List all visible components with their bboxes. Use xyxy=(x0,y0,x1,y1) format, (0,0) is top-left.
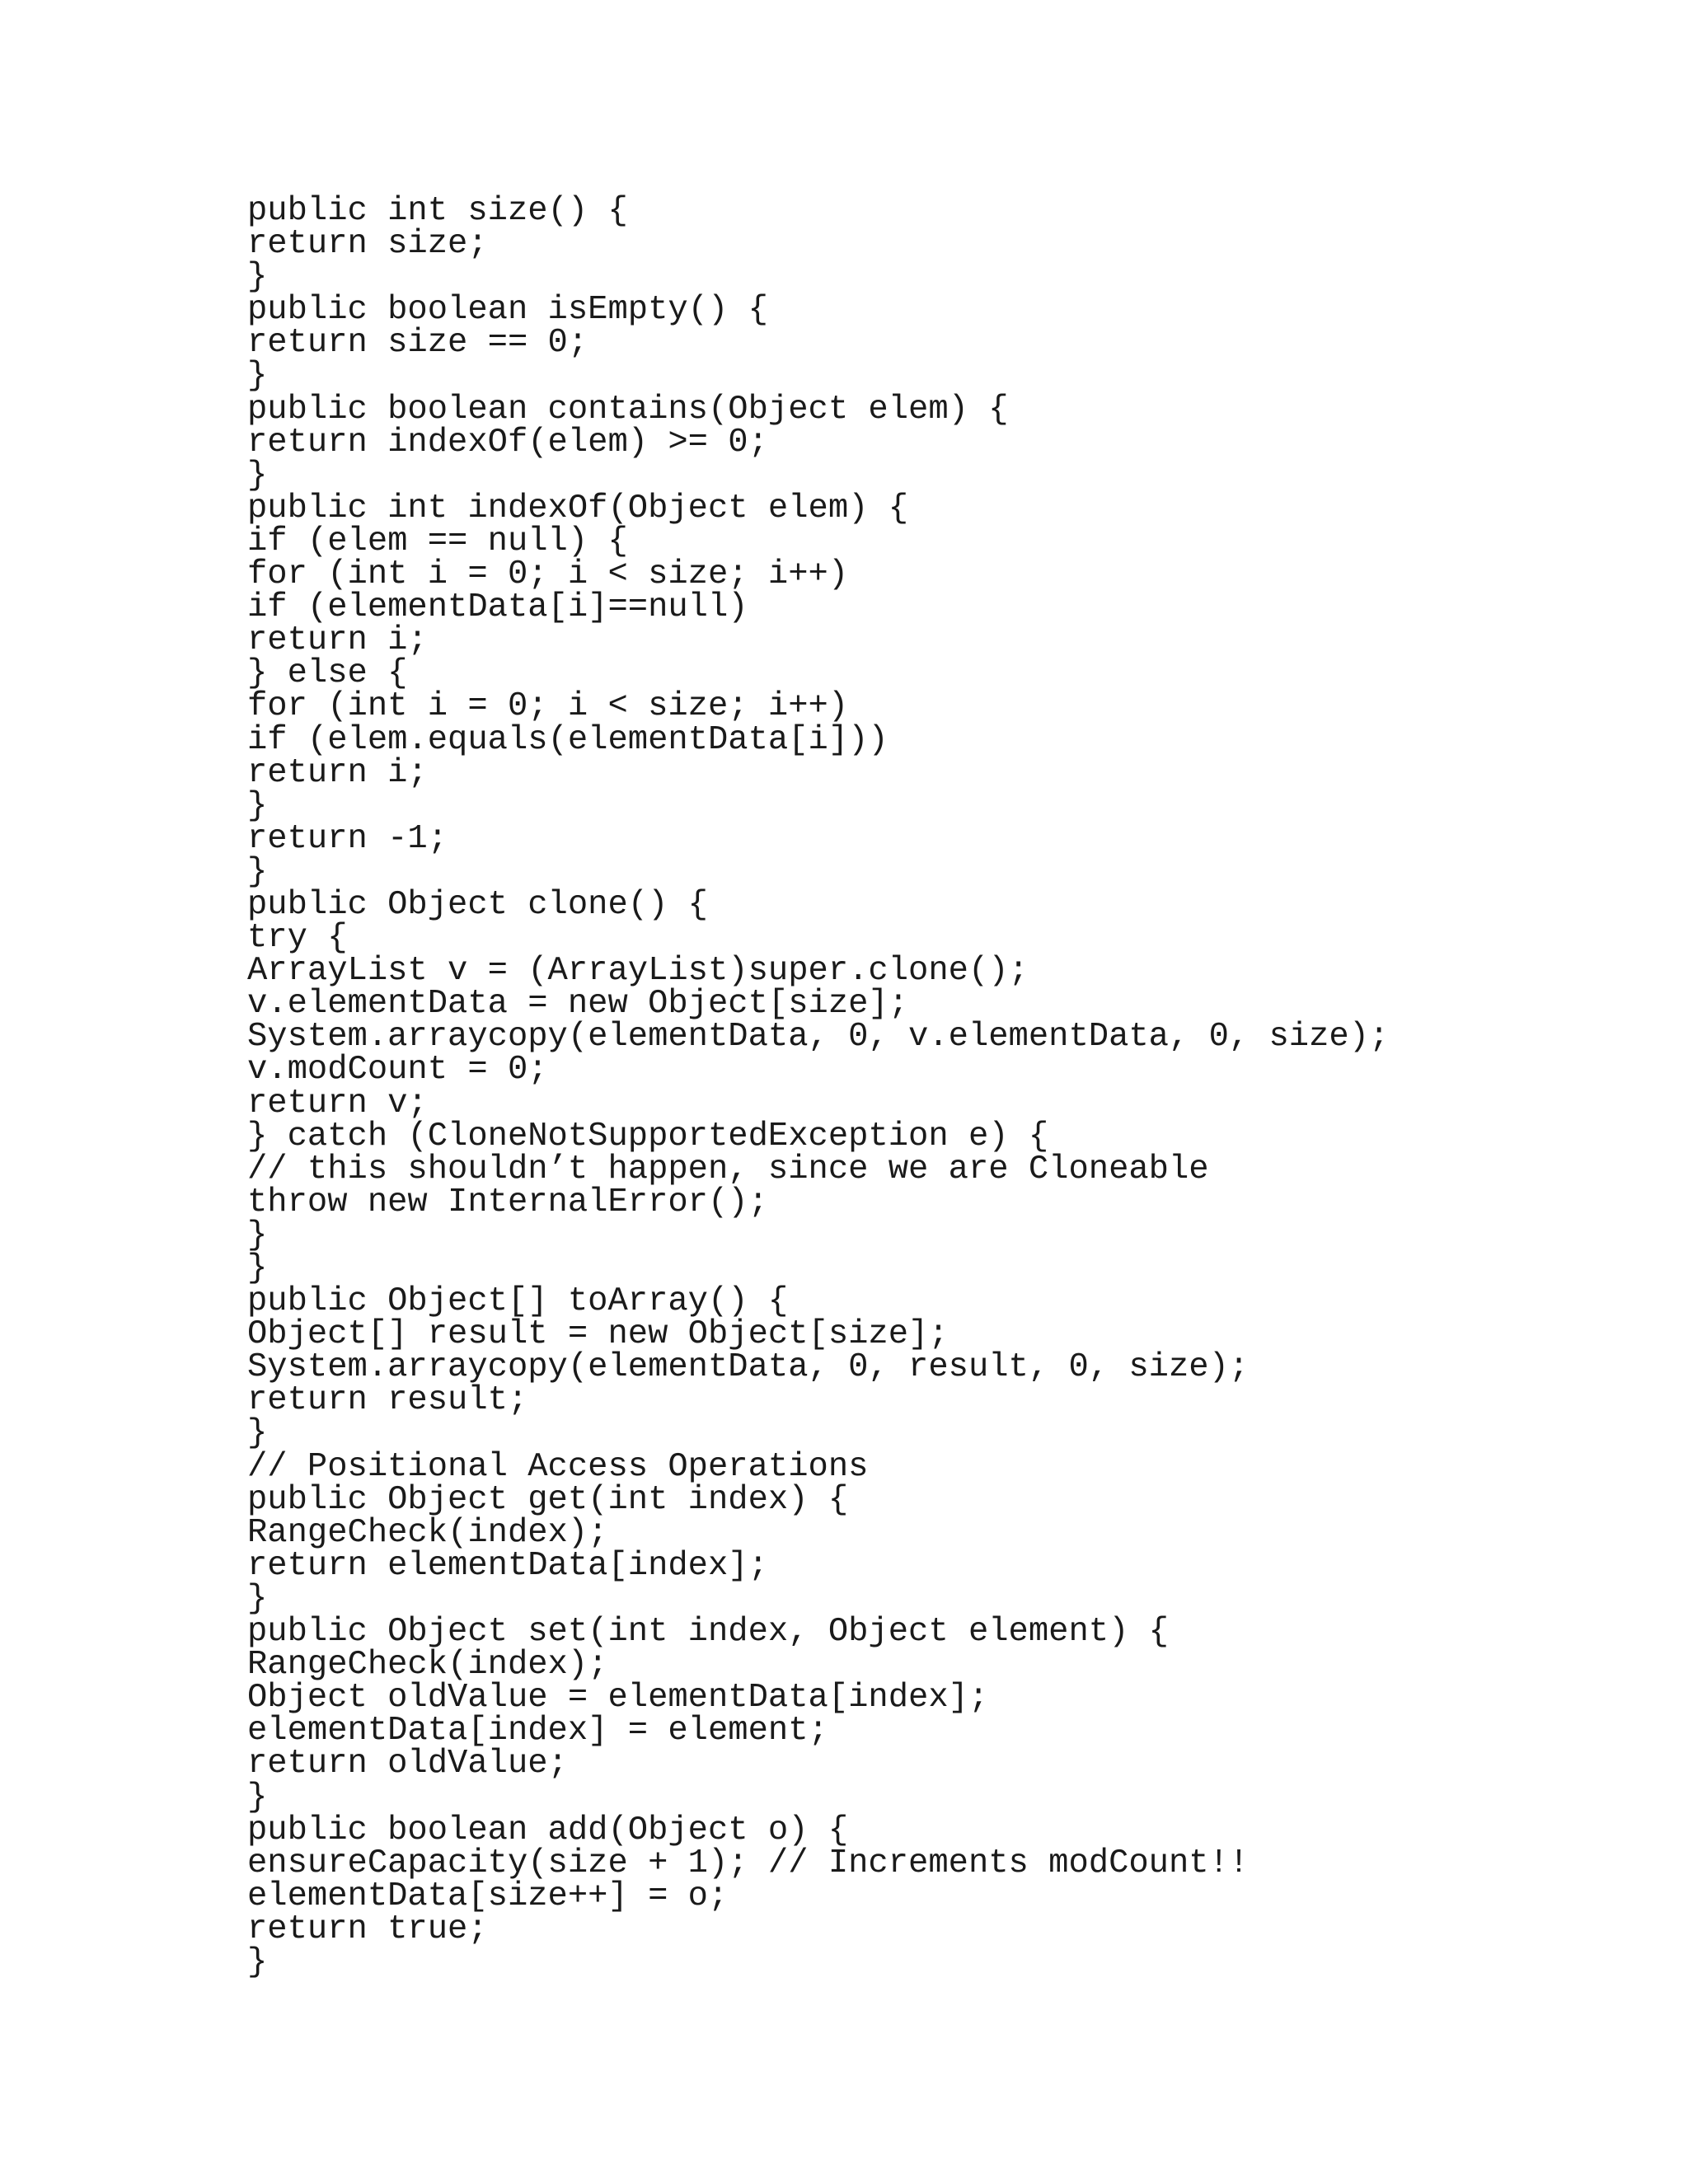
code-line: for (int i = 0; i < size; i++) xyxy=(247,555,849,594)
code-line: } xyxy=(247,1216,268,1254)
code-line: elementData[size++] = o; xyxy=(247,1877,729,1915)
code-line: return indexOf(elem) >= 0; xyxy=(247,423,768,462)
code-line: ensureCapacity(size + 1); // Increments modCount!! xyxy=(247,1844,1250,1882)
code-line: return i; xyxy=(247,753,428,792)
code-line: return size == 0; xyxy=(247,324,588,363)
code-line: } xyxy=(247,258,268,297)
code-line: Object[] result = new Object[size]; xyxy=(247,1315,949,1354)
code-line: public boolean isEmpty() { xyxy=(247,291,768,330)
code-line: } xyxy=(247,357,268,396)
code-line: Object oldValue = elementData[index]; xyxy=(247,1679,989,1718)
code-line: v.elementData = new Object[size]; xyxy=(247,985,909,1024)
code-line: return v; xyxy=(247,1084,428,1122)
code-line: RangeCheck(index); xyxy=(247,1646,608,1685)
code-line: public boolean add(Object o) { xyxy=(247,1811,849,1849)
code-line: return elementData[index]; xyxy=(247,1546,768,1585)
code-line: if (elem.equals(elementData[i])) xyxy=(247,720,889,759)
code-line: if (elementData[i]==null) xyxy=(247,588,748,627)
code-line: } xyxy=(247,1414,268,1453)
code-line: v.modCount = 0; xyxy=(247,1051,548,1090)
code-line: return true; xyxy=(247,1910,488,1948)
code-line: RangeCheck(index); xyxy=(247,1513,608,1552)
code-line: System.arraycopy(elementData, 0, v.elementData, 0, size); xyxy=(247,1018,1390,1057)
code-line: } xyxy=(247,1943,268,1981)
code-line: for (int i = 0; i < size; i++) xyxy=(247,687,849,726)
code-line: } xyxy=(247,456,268,494)
code-line: } xyxy=(247,786,268,825)
code-listing xyxy=(247,194,1389,1979)
code-line: } xyxy=(247,852,268,891)
code-line: } xyxy=(247,1778,268,1816)
code-line: elementData[index] = element; xyxy=(247,1712,828,1750)
code-line: System.arraycopy(elementData, 0, result, 0, size); xyxy=(247,1348,1250,1387)
code-line: public int indexOf(Object elem) { xyxy=(247,489,909,527)
code-line: public Object clone() { xyxy=(247,885,708,924)
code-line: } xyxy=(247,1249,268,1287)
code-line: return -1; xyxy=(247,819,448,858)
code-line: throw new InternalError(); xyxy=(247,1183,768,1221)
code-line: return result; xyxy=(247,1381,528,1420)
code-line: // this shouldn’t happen, since we are Cloneable xyxy=(247,1150,1209,1188)
code-line: try { xyxy=(247,919,348,958)
code-line: public Object[] toArray() { xyxy=(247,1282,789,1321)
code-line: public Object set(int index, Object element) { xyxy=(247,1613,1169,1652)
code-line: return oldValue; xyxy=(247,1745,568,1783)
code-line: if (elem == null) { xyxy=(247,522,628,560)
code-line: // Positional Access Operations xyxy=(247,1447,869,1486)
code-line: } catch (CloneNotSupportedException e) { xyxy=(247,1117,1049,1155)
code-line: } else { xyxy=(247,654,408,693)
code-line: return size; xyxy=(247,225,488,264)
code-line: public Object get(int index) { xyxy=(247,1480,849,1519)
code-line: return i; xyxy=(247,621,428,660)
code-line: ArrayList v = (ArrayList)super.clone(); xyxy=(247,952,1029,991)
code-line: } xyxy=(247,1579,268,1618)
code-line: public boolean contains(Object elem) { xyxy=(247,390,1009,429)
code-line: public int size() { xyxy=(247,192,628,230)
